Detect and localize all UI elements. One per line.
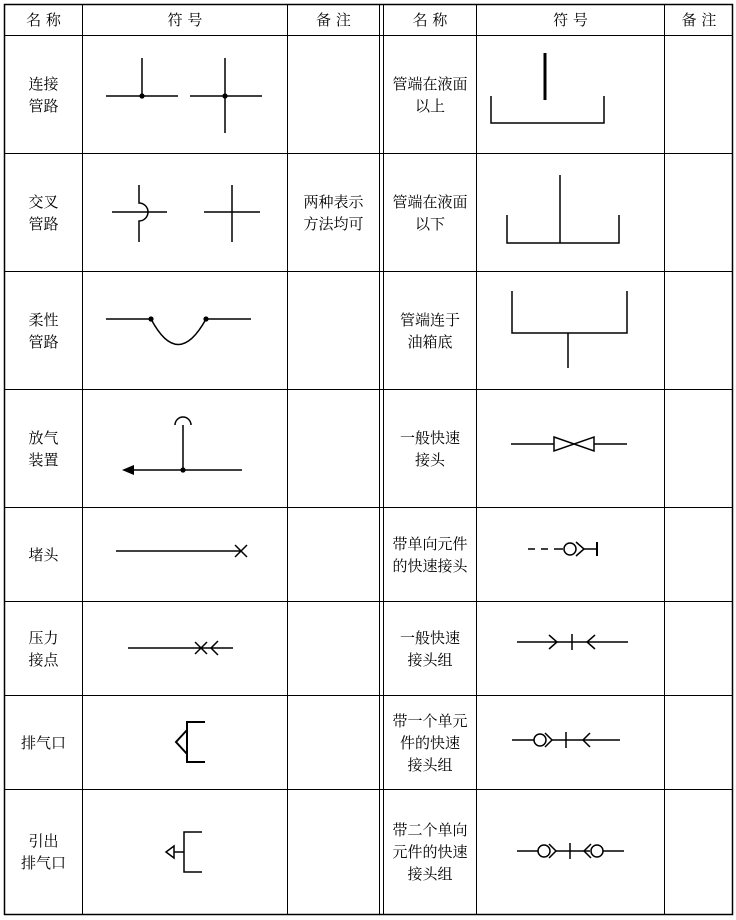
- header-note-right: 备 注: [681, 10, 717, 29]
- quick-coupling-set-one-check-symbol: [512, 732, 620, 748]
- pipe-end-below-liquid-symbol: [507, 175, 619, 243]
- flexible-pipe-symbol: [106, 316, 251, 344]
- plug-symbol: [116, 545, 247, 557]
- header-name-left: 名 称: [26, 10, 61, 29]
- crossing-pipe-symbol: [112, 185, 260, 242]
- lead-out-exhaust-symbol: [166, 832, 202, 872]
- right-name-7: 带一个单元 件的快速 接头组: [392, 711, 468, 774]
- left-name-4: 放气 装置: [28, 428, 59, 469]
- connected-pipe-symbol: [106, 58, 262, 133]
- left-name-3: 柔性 管路: [28, 310, 59, 351]
- pressure-port-symbol: [128, 641, 233, 655]
- header-name-right: 名 称: [412, 10, 448, 29]
- right-name-2: 管端在液面 以下: [392, 192, 468, 233]
- right-name-5: 带单向元件 的快速接头: [392, 534, 468, 575]
- left-name-5: 堵头: [28, 545, 59, 564]
- air-bleed-device-symbol: [122, 417, 242, 475]
- left-note-2: 两种表示 方法均可: [303, 192, 364, 233]
- right-name-1: 管端在液面 以上: [392, 74, 468, 115]
- right-name-6: 一般快速 接头组: [399, 628, 460, 669]
- left-name-7: 排气口: [20, 733, 66, 752]
- quick-coupling-check-valve-symbol: [528, 542, 597, 556]
- pipe-end-above-liquid-symbol: [491, 53, 604, 123]
- header-symbol-left: 符 号: [167, 10, 203, 29]
- header-symbol-right: 符 号: [553, 10, 588, 29]
- left-name-2: 交叉 管路: [28, 192, 59, 233]
- quick-coupling-symbol: [511, 437, 627, 451]
- pipe-end-tank-bottom-symbol: [512, 291, 627, 368]
- exhaust-port-symbol: [176, 722, 205, 762]
- left-name-6: 压力 接点: [28, 628, 59, 669]
- quick-coupling-set-symbol: [517, 634, 628, 650]
- header-note-left: 备 注: [316, 10, 351, 29]
- right-name-4: 一般快速 接头: [399, 428, 460, 469]
- left-name-1: 连接 管路: [28, 74, 59, 115]
- left-name-8: 引出 排气口: [20, 832, 66, 872]
- right-name-3: 管端连于 油箱底: [399, 310, 460, 351]
- quick-coupling-set-two-check-symbol: [517, 843, 624, 859]
- right-name-8: 带二个单向 元件的快速 接头组: [392, 821, 468, 883]
